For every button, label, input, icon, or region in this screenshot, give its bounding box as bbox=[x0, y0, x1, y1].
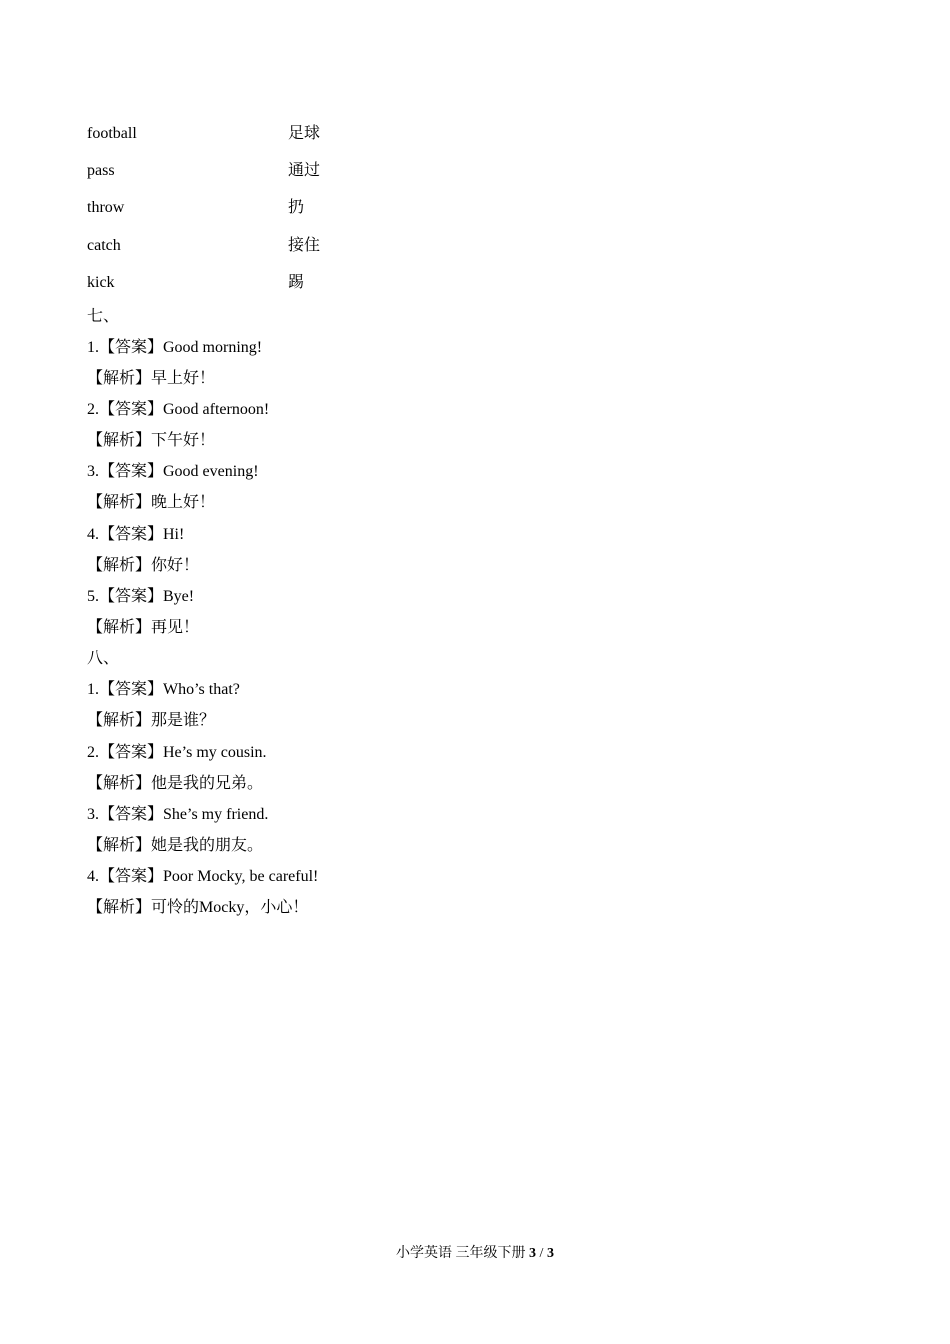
answer-line: 4.【答案】Poor Mocky, be careful! bbox=[87, 868, 319, 885]
vocab-english: throw bbox=[87, 199, 125, 216]
vocab-chinese: 通过 bbox=[288, 162, 321, 179]
answer-line: 4.【答案】Hi! bbox=[87, 526, 185, 543]
answer-line: 5.【答案】Bye! bbox=[87, 588, 195, 605]
analysis-line: 【解析】你好！ bbox=[87, 557, 200, 574]
vocab-chinese: 足球 bbox=[288, 125, 321, 142]
page-footer bbox=[0, 1244, 950, 1264]
vocab-chinese: 踢 bbox=[288, 274, 305, 291]
vocab-chinese: 扔 bbox=[288, 199, 305, 216]
vocab-chinese: 接住 bbox=[288, 237, 321, 254]
answer-line: 3.【答案】She’s my friend. bbox=[87, 806, 269, 823]
section-heading: 七、 bbox=[87, 308, 120, 325]
vocab-english: catch bbox=[87, 237, 121, 254]
analysis-line: 【解析】他是我的兄弟。 bbox=[87, 775, 264, 792]
footer-text: 小学英语 三年级下册 bbox=[396, 1246, 530, 1261]
analysis-line: 【解析】再见！ bbox=[87, 619, 200, 636]
page-separator: / bbox=[536, 1246, 547, 1261]
answer-line: 3.【答案】Good evening! bbox=[87, 463, 259, 480]
answer-line: 2.【答案】Good afternoon! bbox=[87, 401, 270, 418]
analysis-line: 【解析】早上好！ bbox=[87, 370, 216, 387]
analysis-line: 【解析】晚上好！ bbox=[87, 494, 216, 511]
analysis-line: 【解析】那是谁？ bbox=[87, 712, 216, 729]
analysis-line: 【解析】她是我的朋友。 bbox=[87, 837, 264, 854]
answer-line: 2.【答案】He’s my cousin. bbox=[87, 744, 267, 761]
analysis-line: 【解析】可怜的Mocky，小心！ bbox=[87, 899, 309, 916]
vocab-english: football bbox=[87, 125, 137, 142]
vocab-english: kick bbox=[87, 274, 115, 291]
answer-line: 1.【答案】Good morning! bbox=[87, 339, 263, 356]
page-number-total: 3 bbox=[546, 1246, 554, 1261]
analysis-line: 【解析】下午好！ bbox=[87, 432, 216, 449]
answer-line: 1.【答案】Who’s that? bbox=[87, 681, 240, 698]
vocab-english: pass bbox=[87, 162, 115, 179]
page-number-current: 3 bbox=[529, 1246, 537, 1261]
section-heading: 八、 bbox=[87, 650, 120, 667]
